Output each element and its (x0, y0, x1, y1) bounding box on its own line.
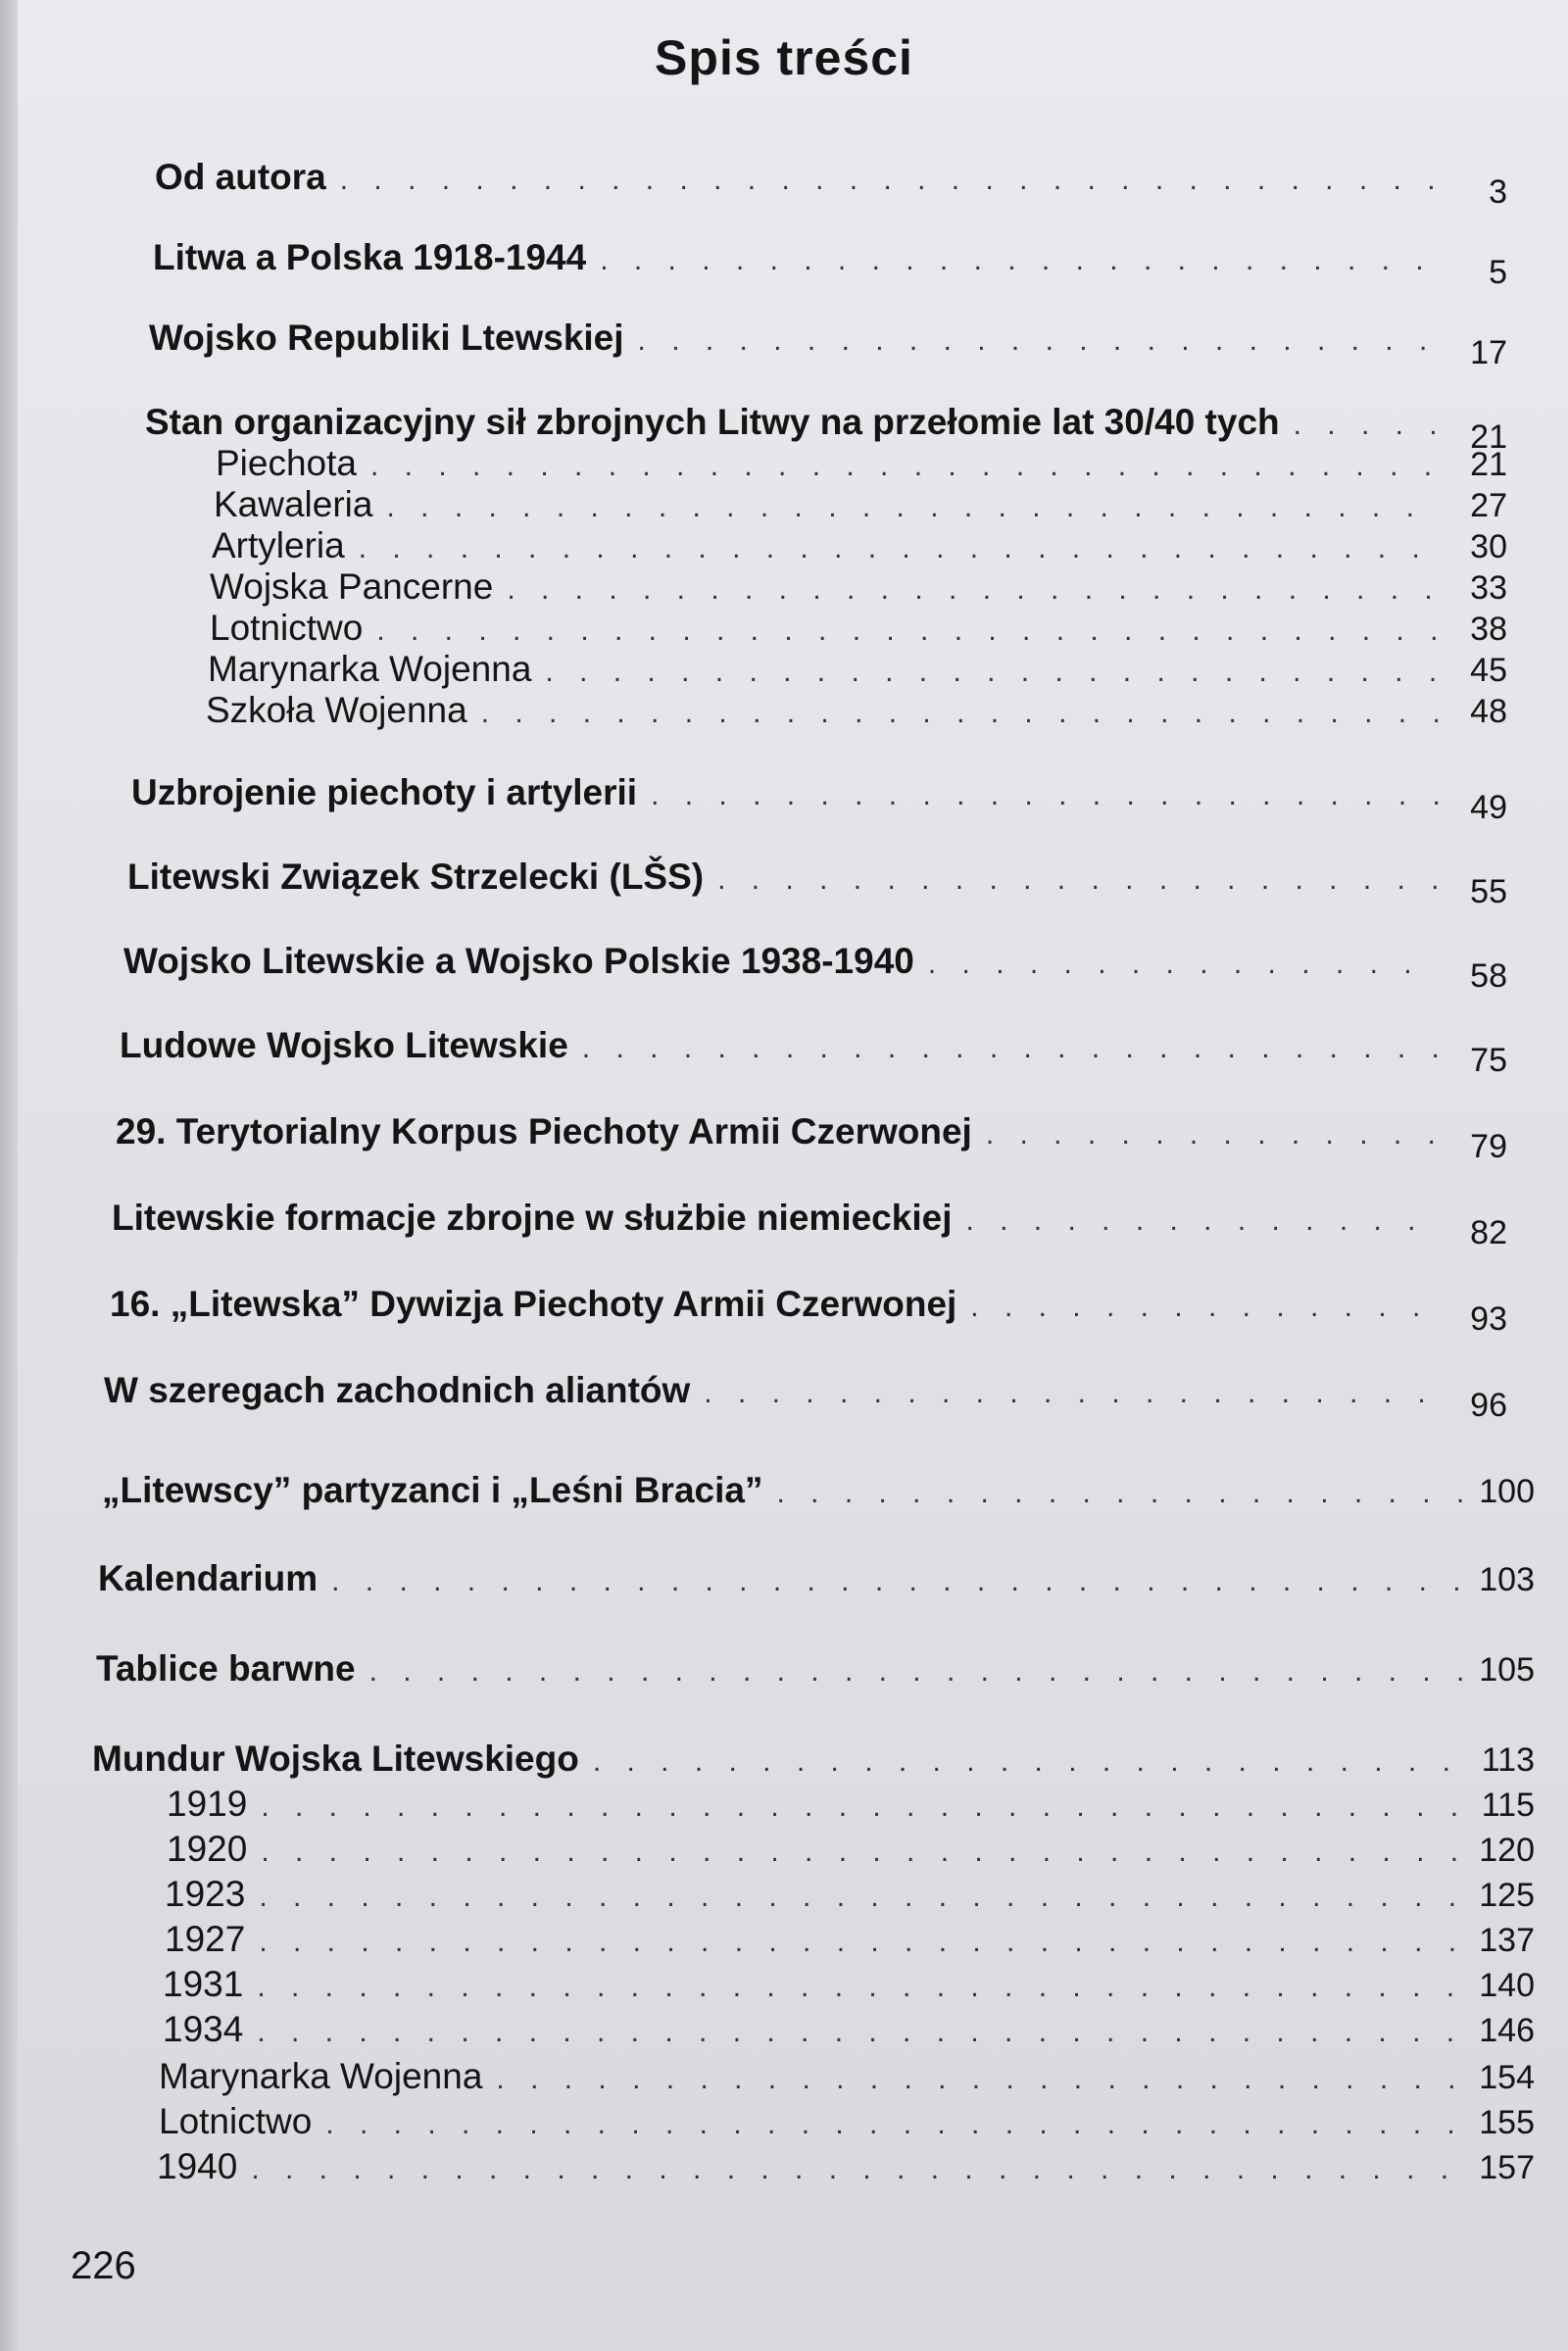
dot-leader (257, 1973, 1466, 2002)
toc-entry[interactable] (123, 941, 1507, 995)
toc-entry-label: Szkoła Wojenna (206, 690, 467, 730)
toc-entry-page: 75 (1470, 1042, 1507, 1079)
toc-entry-label: Lotnictwo (210, 608, 364, 648)
toc-entry[interactable] (102, 1470, 1535, 1511)
toc-subentry[interactable] (212, 525, 1507, 566)
toc-entry-page: 5 (1489, 254, 1507, 291)
toc-entry-label: 1931 (163, 1964, 244, 2004)
dot-leader (717, 865, 1439, 895)
toc-entry[interactable] (149, 318, 1507, 371)
toc-subentry[interactable] (157, 2146, 1535, 2187)
dot-leader (259, 1883, 1466, 1912)
toc-entry-page: 115 (1481, 1787, 1535, 1824)
toc-entry-label: Piechota (216, 443, 357, 483)
toc-entry-label: Kalendarium (98, 1558, 318, 1598)
dot-leader (970, 1293, 1439, 1322)
toc-entry-label: 1940 (157, 2146, 238, 2186)
dot-leader (704, 1379, 1439, 1408)
toc-subentry[interactable] (167, 1784, 1535, 1825)
toc-entry-label: Artyleria (212, 525, 345, 565)
toc-entry-label: 1919 (167, 1784, 248, 1824)
toc-entry-page: 146 (1479, 2012, 1535, 2049)
toc-entry-page: 140 (1479, 1967, 1535, 2004)
toc-entry-label: 1923 (165, 1874, 246, 1914)
toc-entry-page: 21 (1470, 446, 1507, 483)
dot-leader (638, 326, 1439, 356)
toc-subentry[interactable] (216, 443, 1507, 484)
toc-entry-label: Wojsko Republiki Ltewskiej (149, 318, 624, 358)
toc-entry-label: Stan organizacyjny sił zbrojnych Litwy na przełomie lat 30/40 tych (145, 402, 1280, 442)
toc-entry-page: 120 (1479, 1832, 1535, 1869)
dot-leader (776, 1479, 1466, 1508)
toc-entry[interactable] (120, 1025, 1507, 1079)
toc-entry[interactable] (116, 1111, 1507, 1165)
toc-entry[interactable] (110, 1284, 1507, 1338)
toc-entry-page: 33 (1470, 569, 1507, 607)
toc-entry-label: Wojsko Litewskie a Wojsko Polskie 1938-1940 (123, 941, 914, 981)
toc-subentry[interactable] (206, 690, 1507, 731)
dot-leader (600, 246, 1439, 275)
dot-leader (376, 616, 1439, 646)
dot-leader (261, 1837, 1466, 1867)
dot-leader (259, 1928, 1466, 1957)
toc-entry-page: 45 (1470, 652, 1507, 689)
toc-entry-page: 48 (1470, 693, 1507, 730)
toc-entry[interactable] (96, 1648, 1535, 1690)
toc-entry-page: 157 (1479, 2149, 1535, 2186)
toc-entry-page: 154 (1479, 2059, 1535, 2096)
dot-leader (325, 2110, 1466, 2139)
toc-entry-label: Lotnictwo (159, 2101, 313, 2141)
toc-entry-label: Kawaleria (214, 484, 373, 524)
toc-subentry[interactable] (159, 2056, 1535, 2097)
dot-leader (340, 166, 1439, 195)
toc-entry[interactable] (104, 1370, 1507, 1424)
toc-entry-label: „Litewscy” partyzanci i „Leśni Bracia” (102, 1470, 763, 1510)
toc-entry-page: 3 (1489, 173, 1507, 211)
toc-entry-label: Litewski Związek Strzelecki (LŠS) (127, 857, 705, 897)
toc-entry-label: Mundur Wojska Litewskiego (92, 1739, 579, 1779)
dot-leader (370, 452, 1439, 481)
dot-leader (507, 575, 1439, 605)
dot-leader (496, 2065, 1466, 2094)
toc-entry[interactable] (145, 402, 1507, 456)
toc-entry-label: Litwa a Polska 1918-1944 (153, 237, 587, 277)
dot-leader (1294, 411, 1439, 440)
dot-leader (386, 493, 1439, 522)
toc-entry[interactable] (153, 237, 1507, 291)
toc-entry-label: Litewskie formacje zbrojne w służbie niemieckiej (112, 1198, 953, 1238)
toc-entry-page: 55 (1470, 873, 1507, 910)
dot-leader (965, 1206, 1439, 1236)
toc-entry-page: 125 (1479, 1877, 1535, 1914)
toc-subentry[interactable] (208, 649, 1507, 690)
toc-entry-label: 1920 (167, 1829, 248, 1869)
toc-entry-page: 27 (1470, 487, 1507, 524)
dot-leader (369, 1657, 1466, 1687)
page-number: 226 (71, 2244, 136, 2287)
toc-subentry[interactable] (159, 2101, 1535, 2142)
toc-entry-page: 17 (1470, 334, 1507, 371)
dot-leader (251, 2155, 1466, 2184)
toc-entry-page: 137 (1479, 1922, 1535, 1959)
toc-entry-page: 105 (1479, 1651, 1535, 1689)
toc-subentry[interactable] (163, 2009, 1535, 2050)
toc-entry-page: 96 (1470, 1387, 1507, 1424)
dot-leader (545, 658, 1439, 687)
toc-entry-page: 103 (1479, 1561, 1535, 1598)
dot-leader (331, 1567, 1466, 1596)
toc-entry-page: 93 (1470, 1300, 1507, 1338)
toc-subentry[interactable] (214, 484, 1507, 525)
dot-leader (359, 534, 1439, 563)
toc-entry-label: 29. Terytorialny Korpus Piechoty Armii Czerwonej (116, 1111, 972, 1151)
toc-entry-page: 100 (1479, 1473, 1535, 1510)
toc-entry-label: Tablice barwne (96, 1648, 356, 1689)
dot-leader (582, 1034, 1439, 1063)
toc-entry[interactable] (131, 772, 1507, 826)
toc-entry-label: Od autora (155, 157, 326, 197)
toc-entry[interactable] (98, 1558, 1535, 1599)
page-title: Spis treści (655, 30, 913, 85)
toc-entry-page: 155 (1479, 2104, 1535, 2141)
toc-subentry[interactable] (165, 1874, 1535, 1915)
toc-entry[interactable] (127, 857, 1507, 910)
dot-leader (986, 1120, 1439, 1150)
toc-entry-label: 1927 (165, 1919, 246, 1959)
toc-entry-page: 38 (1470, 611, 1507, 648)
dot-leader (651, 781, 1439, 810)
dot-leader (928, 950, 1439, 979)
toc-entry-label: Marynarka Wojenna (159, 2056, 483, 2096)
toc-entry-page: 21 (1470, 418, 1507, 456)
toc-entry-label: Uzbrojenie piechoty i artylerii (131, 772, 638, 812)
toc-subentry[interactable] (163, 1964, 1535, 2005)
toc-entry[interactable] (112, 1198, 1507, 1251)
toc-entry-page: 58 (1470, 957, 1507, 995)
toc-entry-label: W szeregach zachodnich aliantów (104, 1370, 691, 1410)
dot-leader (257, 2018, 1466, 2047)
toc-entry-label: Ludowe Wojsko Litewskie (120, 1025, 568, 1065)
toc-entry-page: 113 (1481, 1741, 1535, 1779)
toc-entry[interactable] (155, 157, 1507, 211)
dot-leader (593, 1747, 1466, 1777)
dot-leader (261, 1792, 1466, 1822)
toc-subentry[interactable] (210, 566, 1507, 608)
toc-subentry[interactable] (167, 1829, 1535, 1870)
dot-leader (481, 699, 1439, 728)
toc-subentry[interactable] (165, 1919, 1535, 1960)
toc-entry-label: 16. „Litewska” Dywizja Piechoty Armii Czerwonej (110, 1284, 957, 1324)
toc-entry-page: 79 (1470, 1128, 1507, 1165)
toc-entry-page: 49 (1470, 789, 1507, 826)
toc-entry-label: 1934 (163, 2009, 244, 2049)
toc-entry-page: 30 (1470, 528, 1507, 565)
toc-entry[interactable] (92, 1739, 1535, 1780)
toc-subentry[interactable] (210, 608, 1507, 649)
toc-entry-label: Wojska Pancerne (210, 566, 494, 607)
toc-entry-page: 82 (1470, 1214, 1507, 1251)
toc-entry-label: Marynarka Wojenna (208, 649, 532, 689)
